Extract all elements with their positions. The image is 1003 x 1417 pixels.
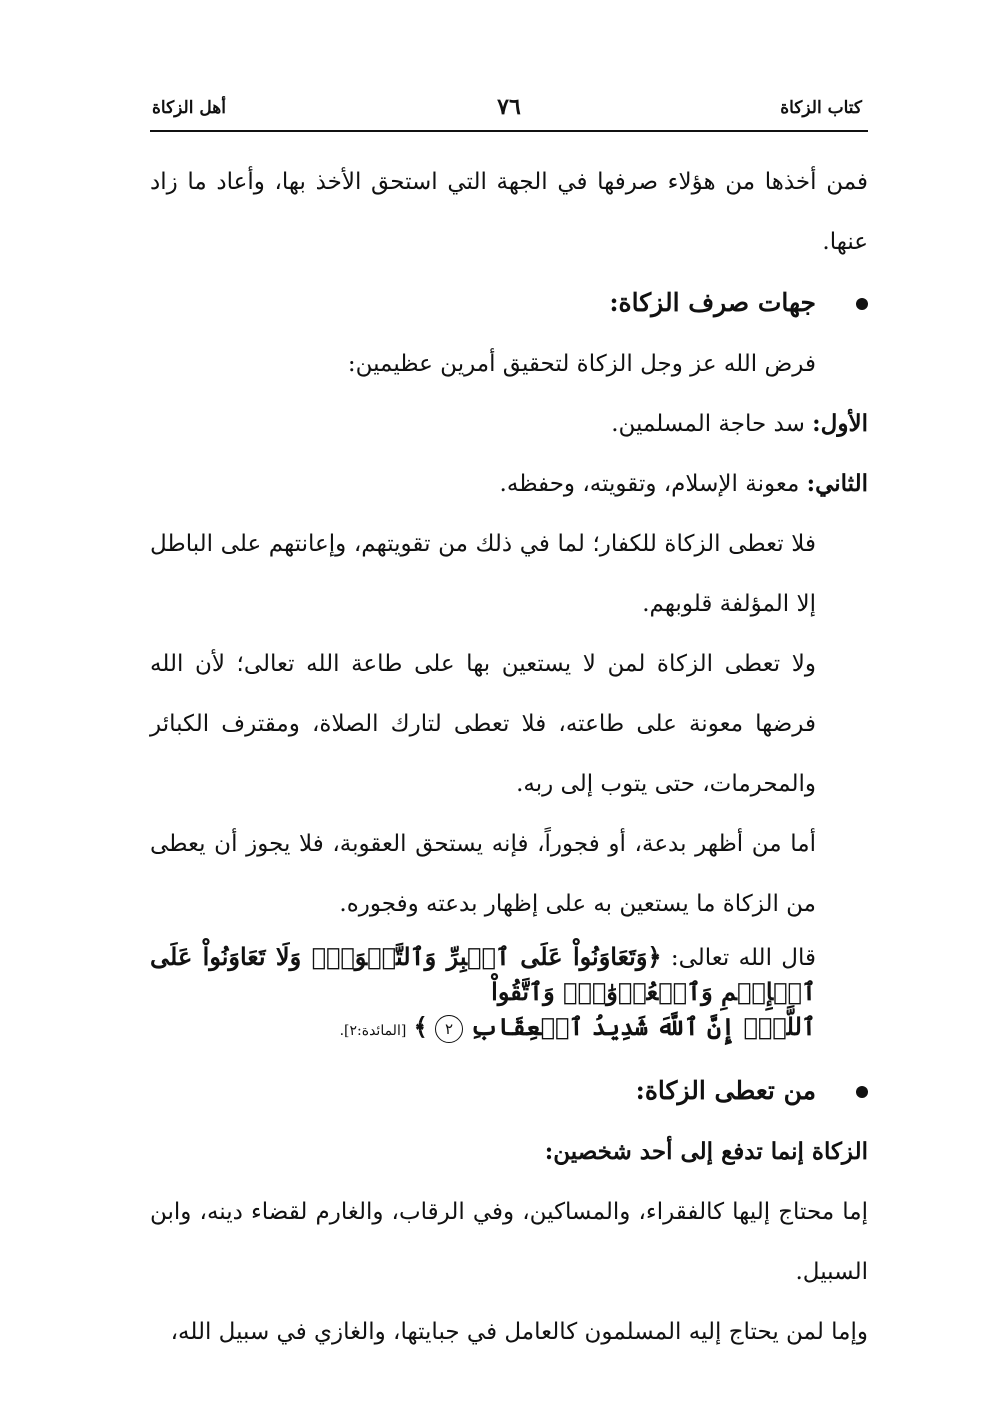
verse-line — [150, 940, 816, 1010]
paragraph — [150, 394, 868, 454]
label-first: الأول: — [812, 410, 868, 437]
verse-line — [150, 1010, 816, 1048]
page-number: ٧٦ — [497, 94, 521, 120]
paragraph-text: سد حاجة المسلمين. — [611, 411, 813, 437]
bullet-icon — [856, 1086, 868, 1098]
paragraph: وإما لمن يحتاج إليه المسلمون كالعامل في جبايتها، والغازي في سبيل الله، — [170, 1319, 868, 1345]
bullet-icon — [856, 298, 868, 310]
label-second: الثاني: — [806, 470, 868, 497]
paragraph: الزكاة إنما تدفع إلى أحد شخصين: — [544, 1138, 868, 1165]
section-heading — [150, 1060, 868, 1122]
paragraph-text: معونة الإسلام، وتقويته، وحفظه. — [499, 471, 807, 497]
book-title: كتاب الزكاة — [780, 98, 862, 118]
paragraph: فمن أخذها من هؤلاء صرفها في الجهة التي استحق الأخذ بها، وأعاد ما زاد عنها. — [150, 169, 868, 255]
section-heading — [150, 272, 868, 334]
quran-verse-text: ﴿وَتَعَاوَنُواْ عَلَى ٱلۡبِرِّ وَٱلتَّقۡوَىٰۖ وَلَا تَعَاوَنُواْ عَلَى ٱلۡإِثۡمِ وَٱلۡعُدۡوَٰنِۚ وَٱتَّقُواْ — [150, 942, 816, 1006]
verse-number-marker: ٢ — [435, 1015, 463, 1043]
verse-reference: [المائدة:٢]. — [339, 1023, 407, 1039]
verse-close-bracket: ﴾ — [413, 1012, 428, 1041]
quran-verse-text: ٱللَّهَۖ إِنَّ ٱللَّهَ شَدِيدُ ٱلۡعِقَابِ — [470, 1012, 816, 1041]
paragraph: فرض الله عز وجل الزكاة لتحقيق أمرين عظيمين: — [347, 351, 816, 377]
paragraph: إما محتاج إليها كالفقراء، والمساكين، وفي الرقاب، والغارم لقضاء دينه، وابن السبيل. — [150, 1199, 868, 1285]
paragraph: أما من أظهر بدعة، أو فجوراً، فإنه يستحق العقوبة، فلا يجوز أن يعطى من الزكاة ما يستعين به على إظهار بدعته وفجوره. — [150, 831, 816, 917]
verse-intro: قال الله تعالى: — [661, 945, 816, 971]
section-heading-text: جهات صرف الزكاة: — [609, 288, 816, 317]
paragraph: ولا تعطى الزكاة لمن لا يستعين بها على طاعة الله تعالى؛ لأن الله فرضها معونة على طاعته، فلا تعطى لتارك الصلاة، ومقترف الكبائر والمحرمات، حتى يتوب إلى ربه. — [150, 651, 816, 797]
page-body — [150, 152, 868, 1362]
section-heading-text: من تعطى الزكاة: — [635, 1076, 816, 1105]
paragraph: فلا تعطى الزكاة للكفار؛ لما في ذلك من تقويتهم، وإعانتهم على الباطل إلا المؤلفة قلوبهم. — [150, 531, 816, 617]
chapter-title: أهل الزكاة — [152, 98, 226, 118]
running-header — [150, 96, 868, 132]
quran-verse-block — [150, 934, 868, 1060]
paragraph — [150, 454, 868, 514]
